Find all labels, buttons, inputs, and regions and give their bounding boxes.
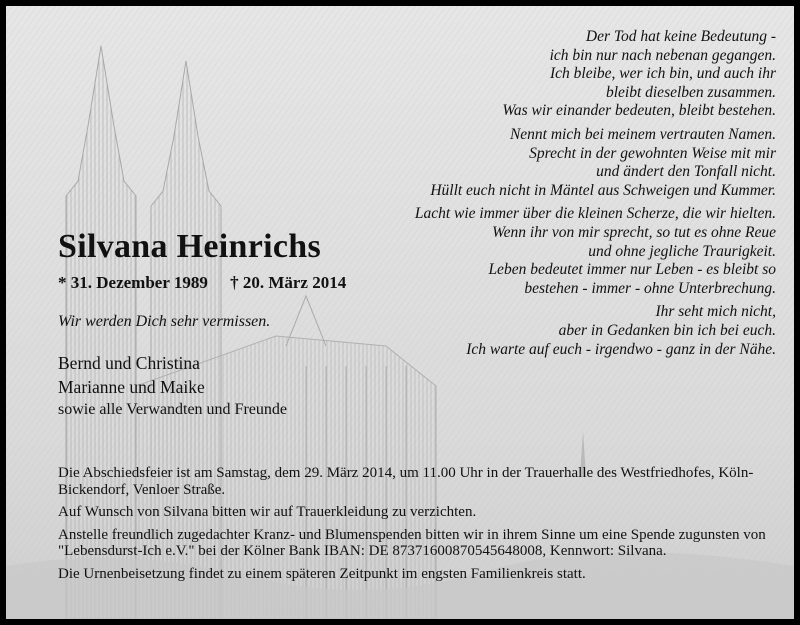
poem-line: bestehen - immer - ohne Unterbrechung. [524, 279, 776, 297]
poem-stanza [316, 126, 776, 200]
mourners-list [58, 351, 287, 421]
death-date: † 20. März 2014 [230, 273, 347, 292]
poem-line: Ich warte auf euch - irgendwo - ganz in der Nähe. [466, 340, 776, 358]
info-paragraph: Auf Wunsch von Silvana bitten wir auf Trauerkleidung zu verzichten. [58, 504, 477, 520]
poem-line: und ohne jegliche Traurigkeit. [588, 242, 776, 260]
poem-line: Lacht wie immer über die kleinen Scherze, die wir hielten. [414, 205, 776, 223]
birth-date: * 31. Dezember 1989 [58, 273, 208, 292]
poem-line: Sprecht in der gewohnten Weise mit mir [529, 144, 776, 162]
poem-line: Wenn ihr von mir sprecht, so tut es ohne Reue [492, 223, 776, 241]
poem-stanza [316, 303, 776, 359]
poem-stanza [316, 205, 776, 298]
info-paragraph: Anstelle freundlich zugedachter Kranz- und Blumenspenden bitten wir in ihrem Sinne um eine Spende zugunsten von "Lebensdurst-Ich e.V." bei der Kölner Bank IBAN: DE 87371600870545648008, Kennwort: Silvana. [58, 526, 766, 559]
poem [316, 28, 776, 364]
poem-line: Nennt mich bei meinem vertrauten Namen. [509, 125, 776, 143]
deceased-name: Silvana Heinrichs [58, 228, 321, 265]
mourner-name: Marianne und Maike [58, 377, 205, 397]
mourner-name: Bernd und Christina [58, 353, 200, 373]
poem-line: aber in Gedanken bin ich bei euch. [558, 321, 776, 339]
poem-line: Ihr seht mich nicht, [655, 303, 776, 321]
poem-line: Hüllt euch nicht in Mäntel aus Schweigen und Kummer. [430, 181, 776, 199]
poem-line: Ich bleibe, wer ich bin, und auch ihr [550, 65, 776, 83]
funeral-information [58, 465, 778, 588]
life-dates [58, 273, 346, 293]
poem-line: Was wir einander bedeuten, bleibt bestehen. [502, 102, 776, 120]
poem-line: und ändert den Tonfall nicht. [596, 163, 776, 181]
poem-line: bleibt dieselben zusammen. [605, 83, 776, 101]
poem-line: Leben bedeutet immer nur Leben - es bleibt so [488, 261, 776, 279]
info-paragraph: Die Abschiedsfeier ist am Samstag, dem 29. März 2014, um 11.00 Uhr in der Trauerhalle des Westfriedhofes, Köln-Bickendorf, Venloer Straße. [58, 465, 754, 498]
farewell-line: Wir werden Dich sehr vermissen. [58, 313, 271, 330]
poem-line: Der Tod hat keine Bedeutung - [585, 28, 776, 45]
info-paragraph: Die Urnenbeisetzung findet zu einem späteren Zeitpunkt im engsten Familienkreis statt. [58, 565, 586, 582]
poem-stanza [316, 28, 776, 121]
poem-line: ich bin nur nach nebenan gegangen. [549, 46, 776, 64]
mourner-name: sowie alle Verwandten und Freunde [58, 401, 287, 418]
